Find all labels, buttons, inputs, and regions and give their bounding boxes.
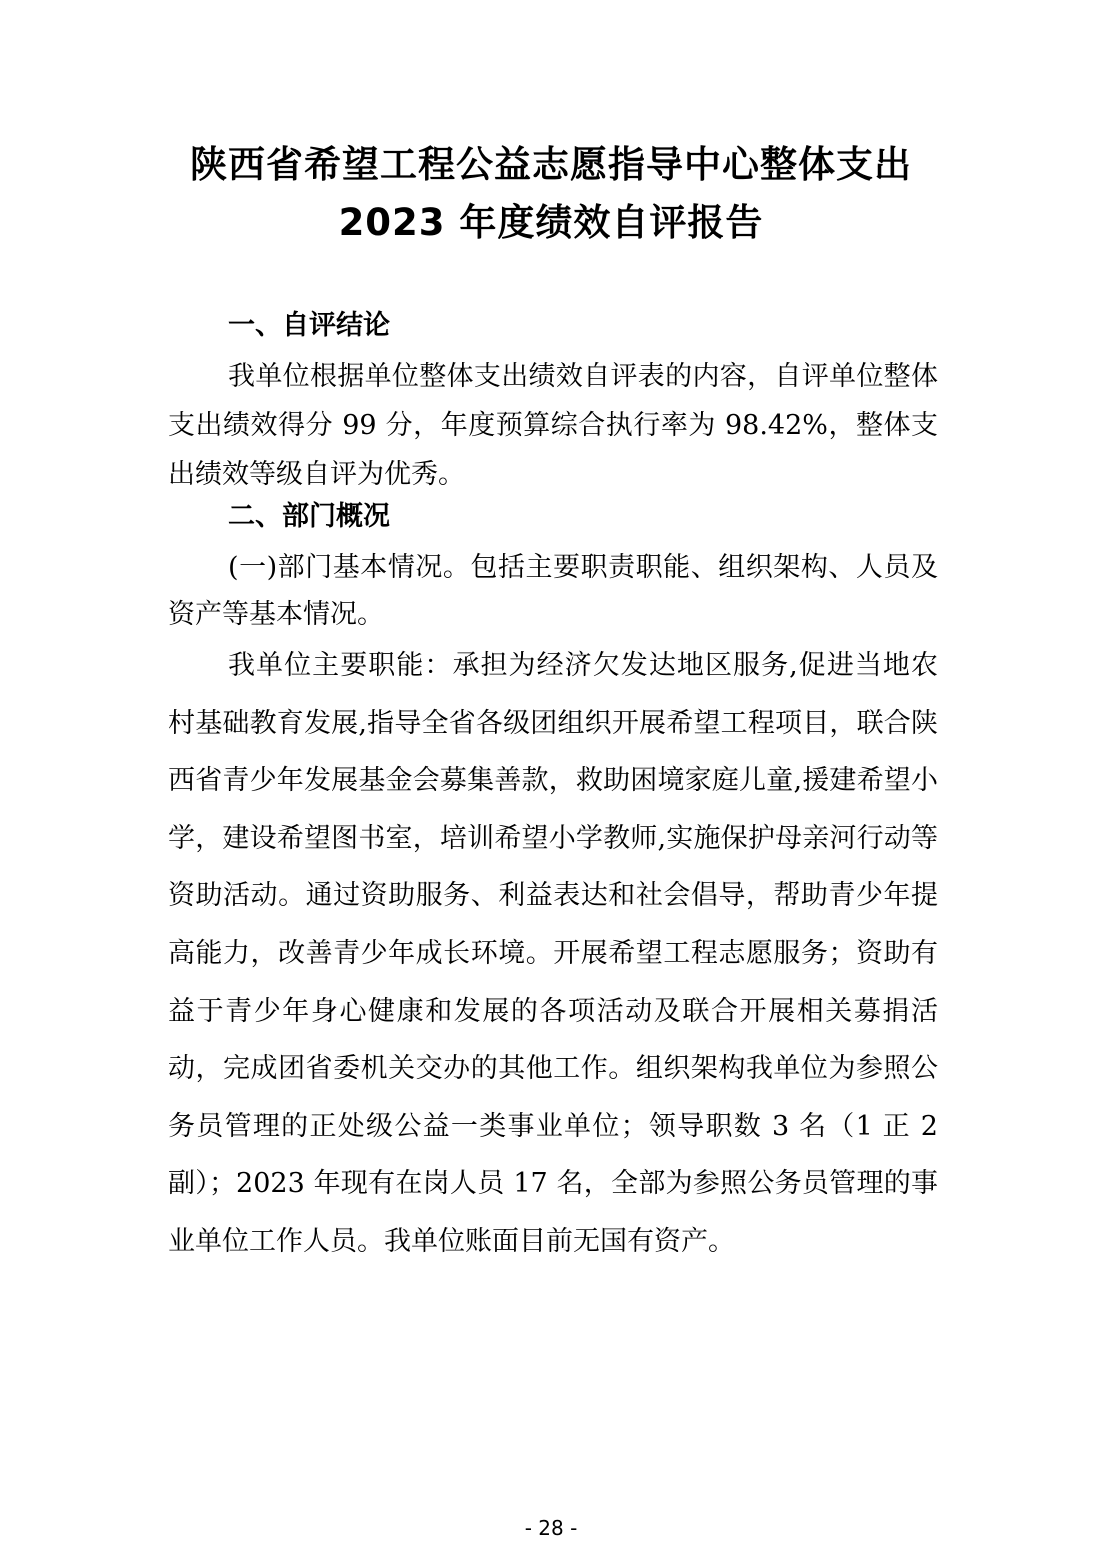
- department-basic-info-paragraph: (一)部门基本情况。包括主要职责职能、组织架构、人员及资产等基本情况。: [168, 552, 938, 630]
- document-title-line-2: 2023 年度绩效自评报告: [338, 201, 764, 244]
- section-heading-self-evaluation: 一、自评结论: [228, 310, 390, 341]
- department-functions-paragraph: 我单位主要职能：承担为经济欠发达地区服务,促进当地农村基础教育发展,指导全省各级团组织开展希望工程项目，联合陕西省青少年发展基金会募集善款，救助困境家庭儿童,援建希望小学，建设希望图书室，培训希望小学教师,实施保护母亲河行动等资助活动。通过资助服务、利益表达和社会倡导，帮助青少年提高能力，改善青少年成长环境。开展希望工程志愿服务；资助有益于青少年身心健康和发展的各项活动及联合开展相关募捐活动，完成团省委机关交办的其他工作。组织架构我单位为参照公务员管理的正处级公益一类事业单位；领导职数 3 名（1 正 2 副）；2023 年现有在岗人员 17 名，全部为参照公务员管理的事业单位工作人员。我单位账面目前无国有资产。: [168, 650, 938, 1257]
- self-evaluation-paragraph: 我单位根据单位整体支出绩效自评表的内容，自评单位整体支出绩效得分 99 分，年度预算综合执行率为 98.42%，整体支出绩效等级自评为优秀。: [168, 361, 938, 490]
- section-heading-department-overview: 二、部门概况: [228, 501, 390, 532]
- document-title-line-1: 陕西省希望工程公益志愿指导中心整体支出: [190, 143, 912, 186]
- page-number: - 28 -: [524, 1516, 578, 1540]
